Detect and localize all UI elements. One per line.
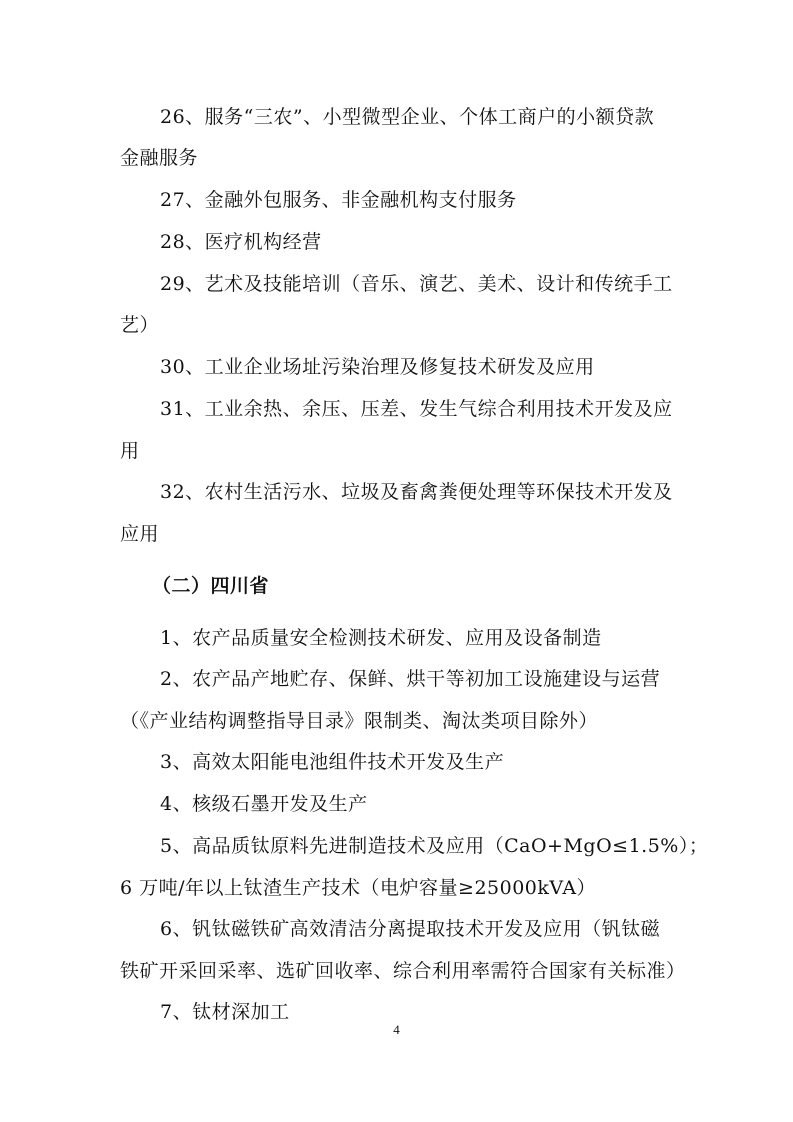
item-32-line-2: 应用: [120, 523, 160, 545]
sc-item-3: 3、高效太阳能电池组件技术开发及生产: [160, 751, 505, 773]
sc-item-4: 4、核级石墨开发及生产: [160, 793, 368, 815]
item-27: 27、金融外包服务、非金融机构支付服务: [160, 189, 517, 211]
item-31-line-1: 31、工业余热、余压、压差、发生气综合利用技术开发及应: [160, 398, 673, 420]
item-26-line-1: 26、服务“三农”、小型微型企业、个体工商户的小额贷款: [160, 106, 655, 128]
sc-item-6-line-2: 铁矿开采回采率、选矿回收率、综合利用率需符合国家有关标准）: [120, 960, 686, 982]
item-29-line-2: 艺）: [120, 314, 160, 336]
sc-item-5-line-1: 5、高品质钛原料先进制造技术及应用（CaO+MgO≤1.5%）；: [160, 835, 709, 857]
item-26-line-2: 金融服务: [120, 147, 199, 169]
section-heading-sichuan: （二）四川省: [152, 575, 270, 597]
item-32-line-1: 32、农村生活污水、垃圾及畜禽粪便处理等环保技术开发及: [160, 481, 673, 503]
item-31-line-2: 用: [120, 440, 140, 462]
sc-item-2-line-2: （《产业结构调整指导目录》限制类、淘汰类项目除外）: [120, 710, 599, 732]
item-28: 28、医疗机构经营: [160, 231, 322, 253]
sc-item-2-line-1: 2、农产品产地贮存、保鲜、烘干等初加工设施建设与运营: [160, 668, 661, 690]
sc-item-1: 1、农产品质量安全检测技术研发、应用及设备制造: [160, 627, 602, 649]
page-number: 4: [393, 1022, 400, 1037]
sc-item-7: 7、钛材深加工: [160, 1001, 290, 1023]
sc-item-6-line-1: 6、钒钛磁铁矿高效清洁分离提取技术开发及应用（钒钛磁: [160, 918, 661, 940]
sc-item-5-line-2: 6 万吨/年以上钛渣生产技术（电炉容量≥25000kVA）: [120, 877, 597, 899]
item-30: 30、工业企业场址污染治理及修复技术研发及应用: [160, 356, 595, 378]
item-29-line-1: 29、艺术及技能培训（音乐、演艺、美术、设计和传统手工: [160, 273, 673, 295]
